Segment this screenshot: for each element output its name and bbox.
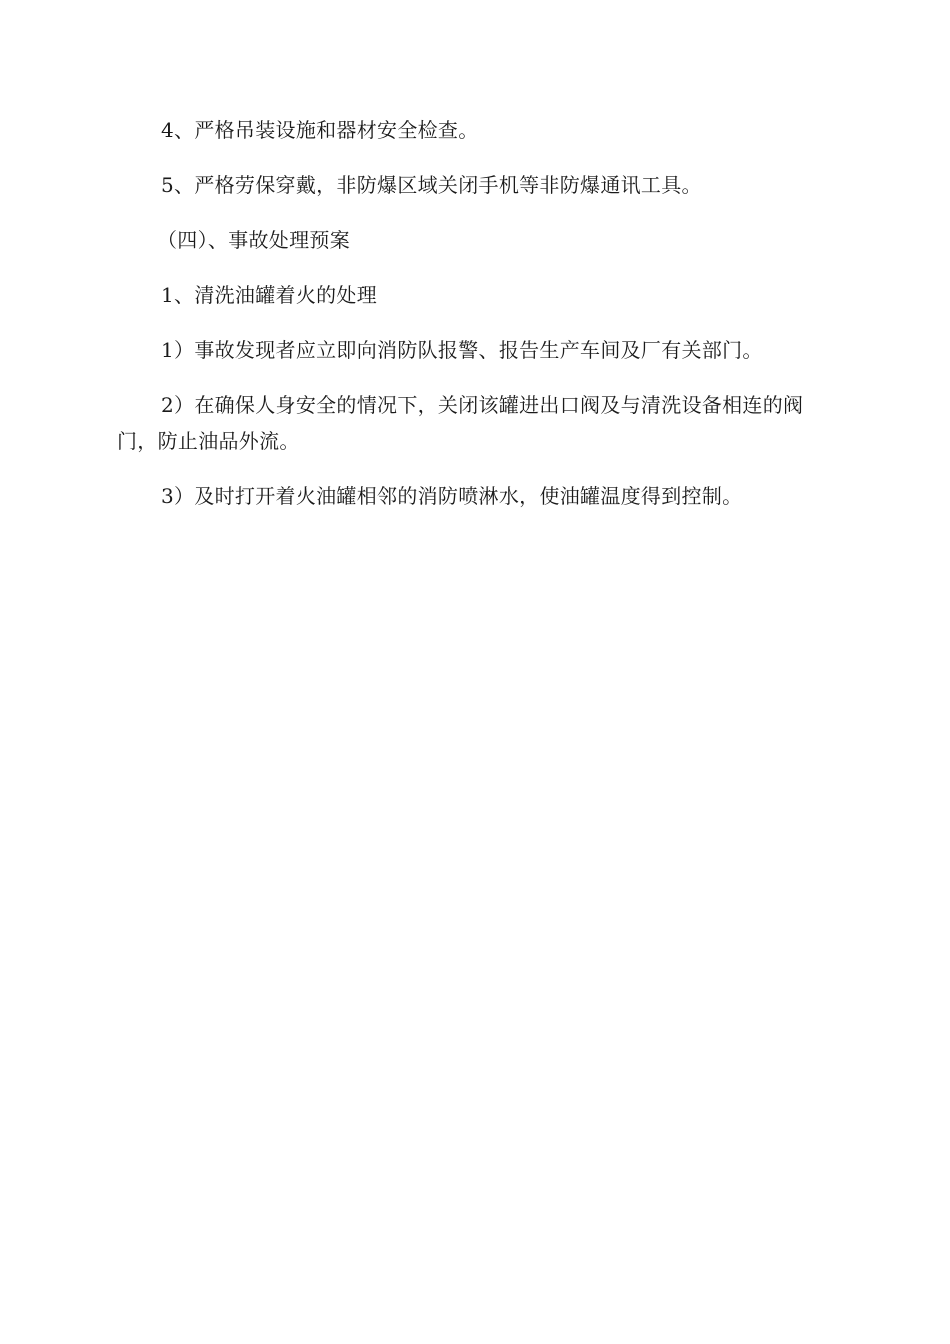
- paragraph-step-2: 2）在确保人身安全的情况下，关闭该罐进出口阀及与清洗设备相连的阀门，防止油品外流。: [117, 393, 804, 453]
- section-heading-accident-plan: （四）、事故处理预案: [157, 228, 350, 252]
- paragraph-item-4: 4、严格吊装设施和器材安全检查。: [161, 118, 479, 142]
- paragraph-step-1: 1）事故发现者应立即向消防队报警、报告生产车间及厂有关部门。: [161, 338, 763, 362]
- document-body: [117, 112, 833, 514]
- paragraph-item-5: 5、严格劳保穿戴，非防爆区域关闭手机等非防爆通讯工具。: [161, 173, 702, 197]
- subheading-tank-fire: 1、清洗油罐着火的处理: [161, 283, 378, 307]
- paragraph-step-3: 3）及时打开着火油罐相邻的消防喷淋水，使油罐温度得到控制。: [161, 484, 743, 508]
